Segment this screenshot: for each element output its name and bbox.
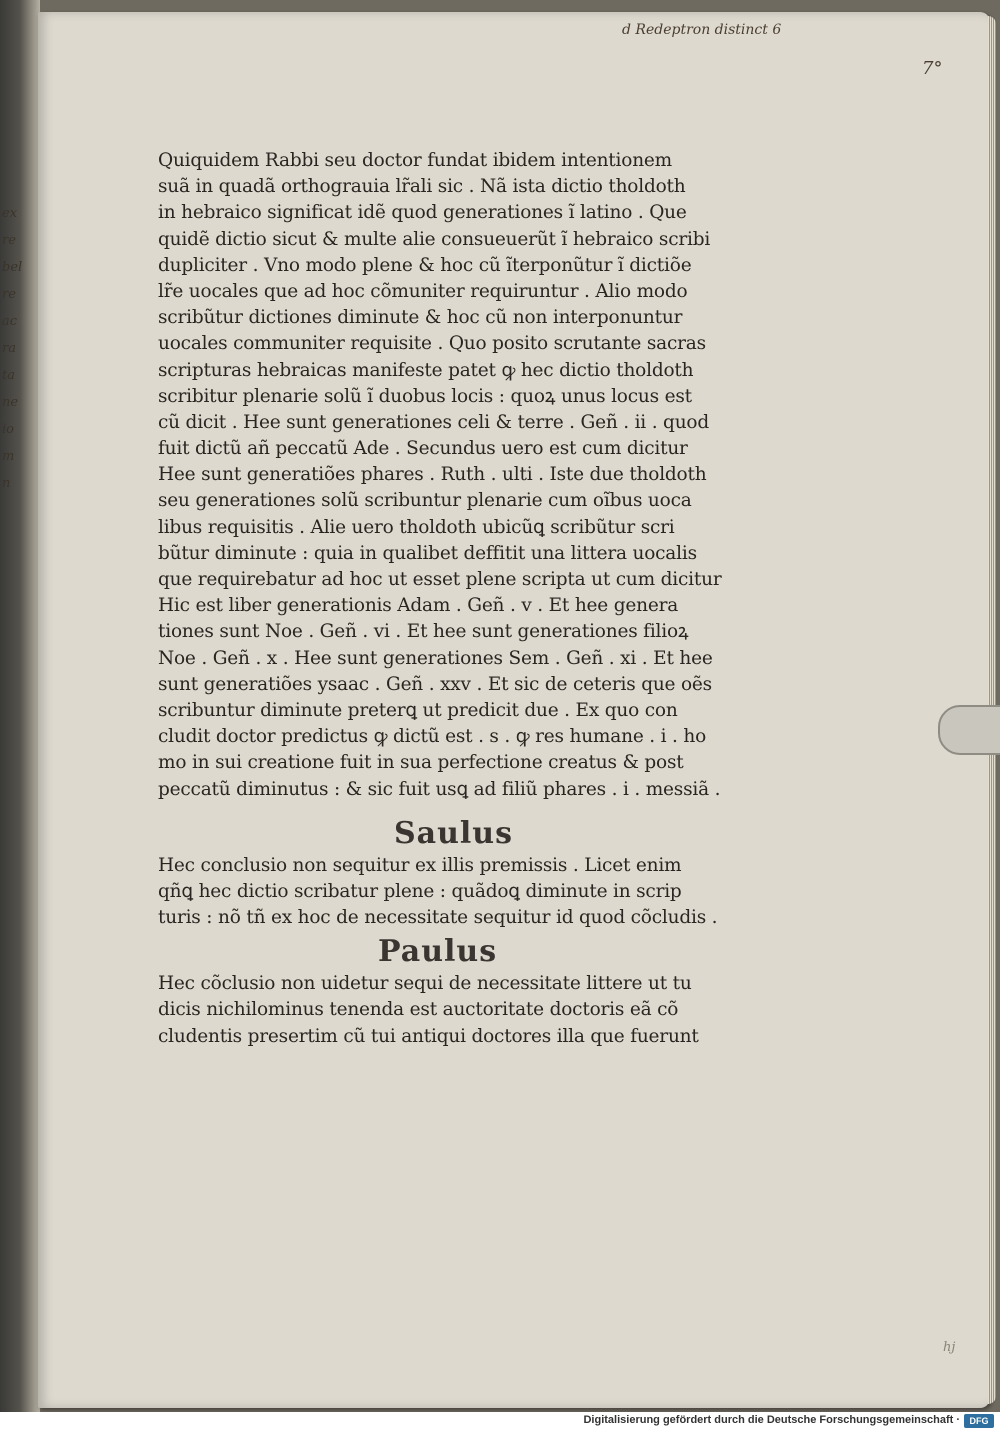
text-line: bũtur diminute : quia in qualibet deffitit una littera uocalis — [158, 542, 697, 564]
left-fragment: ex — [2, 206, 18, 221]
left-fragment: ac — [2, 314, 18, 329]
left-fragment: re — [2, 287, 16, 302]
text-line: scribũtur dictiones diminute & hoc cũ non interponuntur — [158, 307, 683, 329]
text-line: cludit doctor predictus ꝙ dictũ est . s . ꝙ res humane . i . ho — [158, 726, 707, 748]
text-line: Hec conclusio non sequitur ex illis premissis . Licet enim — [158, 854, 682, 876]
text-line: scribitur plenarie solũ ĩ duobus locis : quoꝝ unus locus est — [158, 385, 692, 407]
text-line: Quiquidem Rabbi seu doctor fundat ibidem intentionem — [158, 150, 673, 171]
text-line: seu generationes solũ scribuntur plenarie cum oĩbus uoca — [158, 490, 692, 512]
text-line: mo in sui creatione fuit in sua perfectione creatus & post — [158, 752, 684, 774]
text-line: scripturas hebraicas manifeste patet ꝙ hec dictio tholdoth — [158, 359, 694, 381]
left-fragment: n — [2, 476, 11, 491]
footer-credit: Digitalisierung gefördert durch die Deutsche Forschungsgemeinschaft · — [583, 1414, 960, 1426]
text-line: cũ dicit . Hee sunt generationes celi & terre . Geñ . ii . quod — [158, 411, 709, 433]
text-line: in hebraico significat idẽ quod generationes ĩ latino . Que — [158, 202, 687, 224]
text-line: sunt generatiões ysaac . Geñ . xxv . Et sic de ceteris que oẽs — [158, 673, 712, 695]
page-clip — [938, 705, 1000, 755]
pencil-mark: hj — [943, 1340, 956, 1355]
text-line: uocales communiter requisite . Quo posito scrutante sacras — [158, 333, 706, 355]
text-line: lr̃e uocales que ad hoc cõmuniter requiruntur . Alio modo — [158, 280, 688, 302]
paulus-paragraph — [158, 971, 736, 1050]
text-line: que requirebatur ad hoc ut esset plene scripta ut cum dicitur — [158, 569, 722, 590]
left-fragment: bel — [2, 260, 23, 275]
text-line: Hic est liber generationis Adam . Geñ . v . Et hee genera — [158, 595, 679, 617]
text-line: dicis nichilominus tenenda est auctoritate doctoris eã cõ — [158, 999, 679, 1021]
speaker-heading-paulus: Paulus — [378, 934, 498, 970]
text-line: tiones sunt Noe . Geñ . vi . Et hee sunt generationes filioꝝ — [158, 621, 689, 643]
text-line: Hec cõclusio non uidetur sequi de necessitate littere ut tu — [158, 973, 692, 995]
text-line: scribuntur diminute preterꝗ ut predicit due . Ex quo con — [158, 699, 678, 721]
left-fragment: m — [2, 449, 15, 464]
footer-bar — [0, 1412, 1000, 1431]
saulus-paragraph — [158, 853, 736, 932]
text-line: libus requisitis . Alie uero tholdoth ubicũꝗ scribũtur scri — [158, 516, 675, 538]
dfg-logo: DFG — [964, 1414, 994, 1428]
main-paragraph — [158, 148, 736, 803]
text-line: suã in quadã orthograuia lr̃ali sic . Nã ista dictio tholdoth — [158, 176, 686, 198]
left-fragment: ta — [2, 368, 15, 383]
text-line: cludentis presertim cũ tui antiqui doctores illa que fuerunt — [158, 1025, 699, 1047]
handwritten-note: d Redeptron distinct 6 — [622, 22, 782, 38]
text-block — [158, 148, 736, 1050]
text-line: turis : nõ tñ ex hoc de necessitate sequitur id quod cõcludis . — [158, 907, 718, 929]
left-fragment: io — [2, 422, 14, 437]
text-line: peccatũ diminutus : & sic fuit usꝗ ad filiũ phares . i . messiã . — [158, 778, 721, 800]
folio-number: 7° — [922, 58, 943, 79]
text-line: fuit dictũ añ peccatũ Ade . Secundus uero est cum dicitur — [158, 438, 688, 460]
text-line: qñꝗ hec dictio scribatur plene : quãdoꝗ diminute in scrip — [158, 880, 682, 902]
text-line: Noe . Geñ . x . Hee sunt generationes Sem . Geñ . xi . Et hee — [158, 647, 713, 669]
left-fragment: ra — [2, 341, 16, 356]
text-line: Hee sunt generatiões phares . Ruth . ulti . Iste due tholdoth — [158, 464, 707, 486]
speaker-heading-saulus: Saulus — [394, 815, 514, 851]
left-fragment: ne — [2, 395, 19, 410]
left-page-fragments — [2, 200, 23, 497]
book-spine — [0, 0, 40, 1412]
left-fragment: re — [2, 233, 16, 248]
text-line: quidẽ dictio sicut & multe alie consueuerũt ĩ hebraico scribi — [158, 228, 711, 250]
text-line: dupliciter . Vno modo plene & hoc cũ ĩterponũtur ĩ dictiõe — [158, 254, 692, 276]
